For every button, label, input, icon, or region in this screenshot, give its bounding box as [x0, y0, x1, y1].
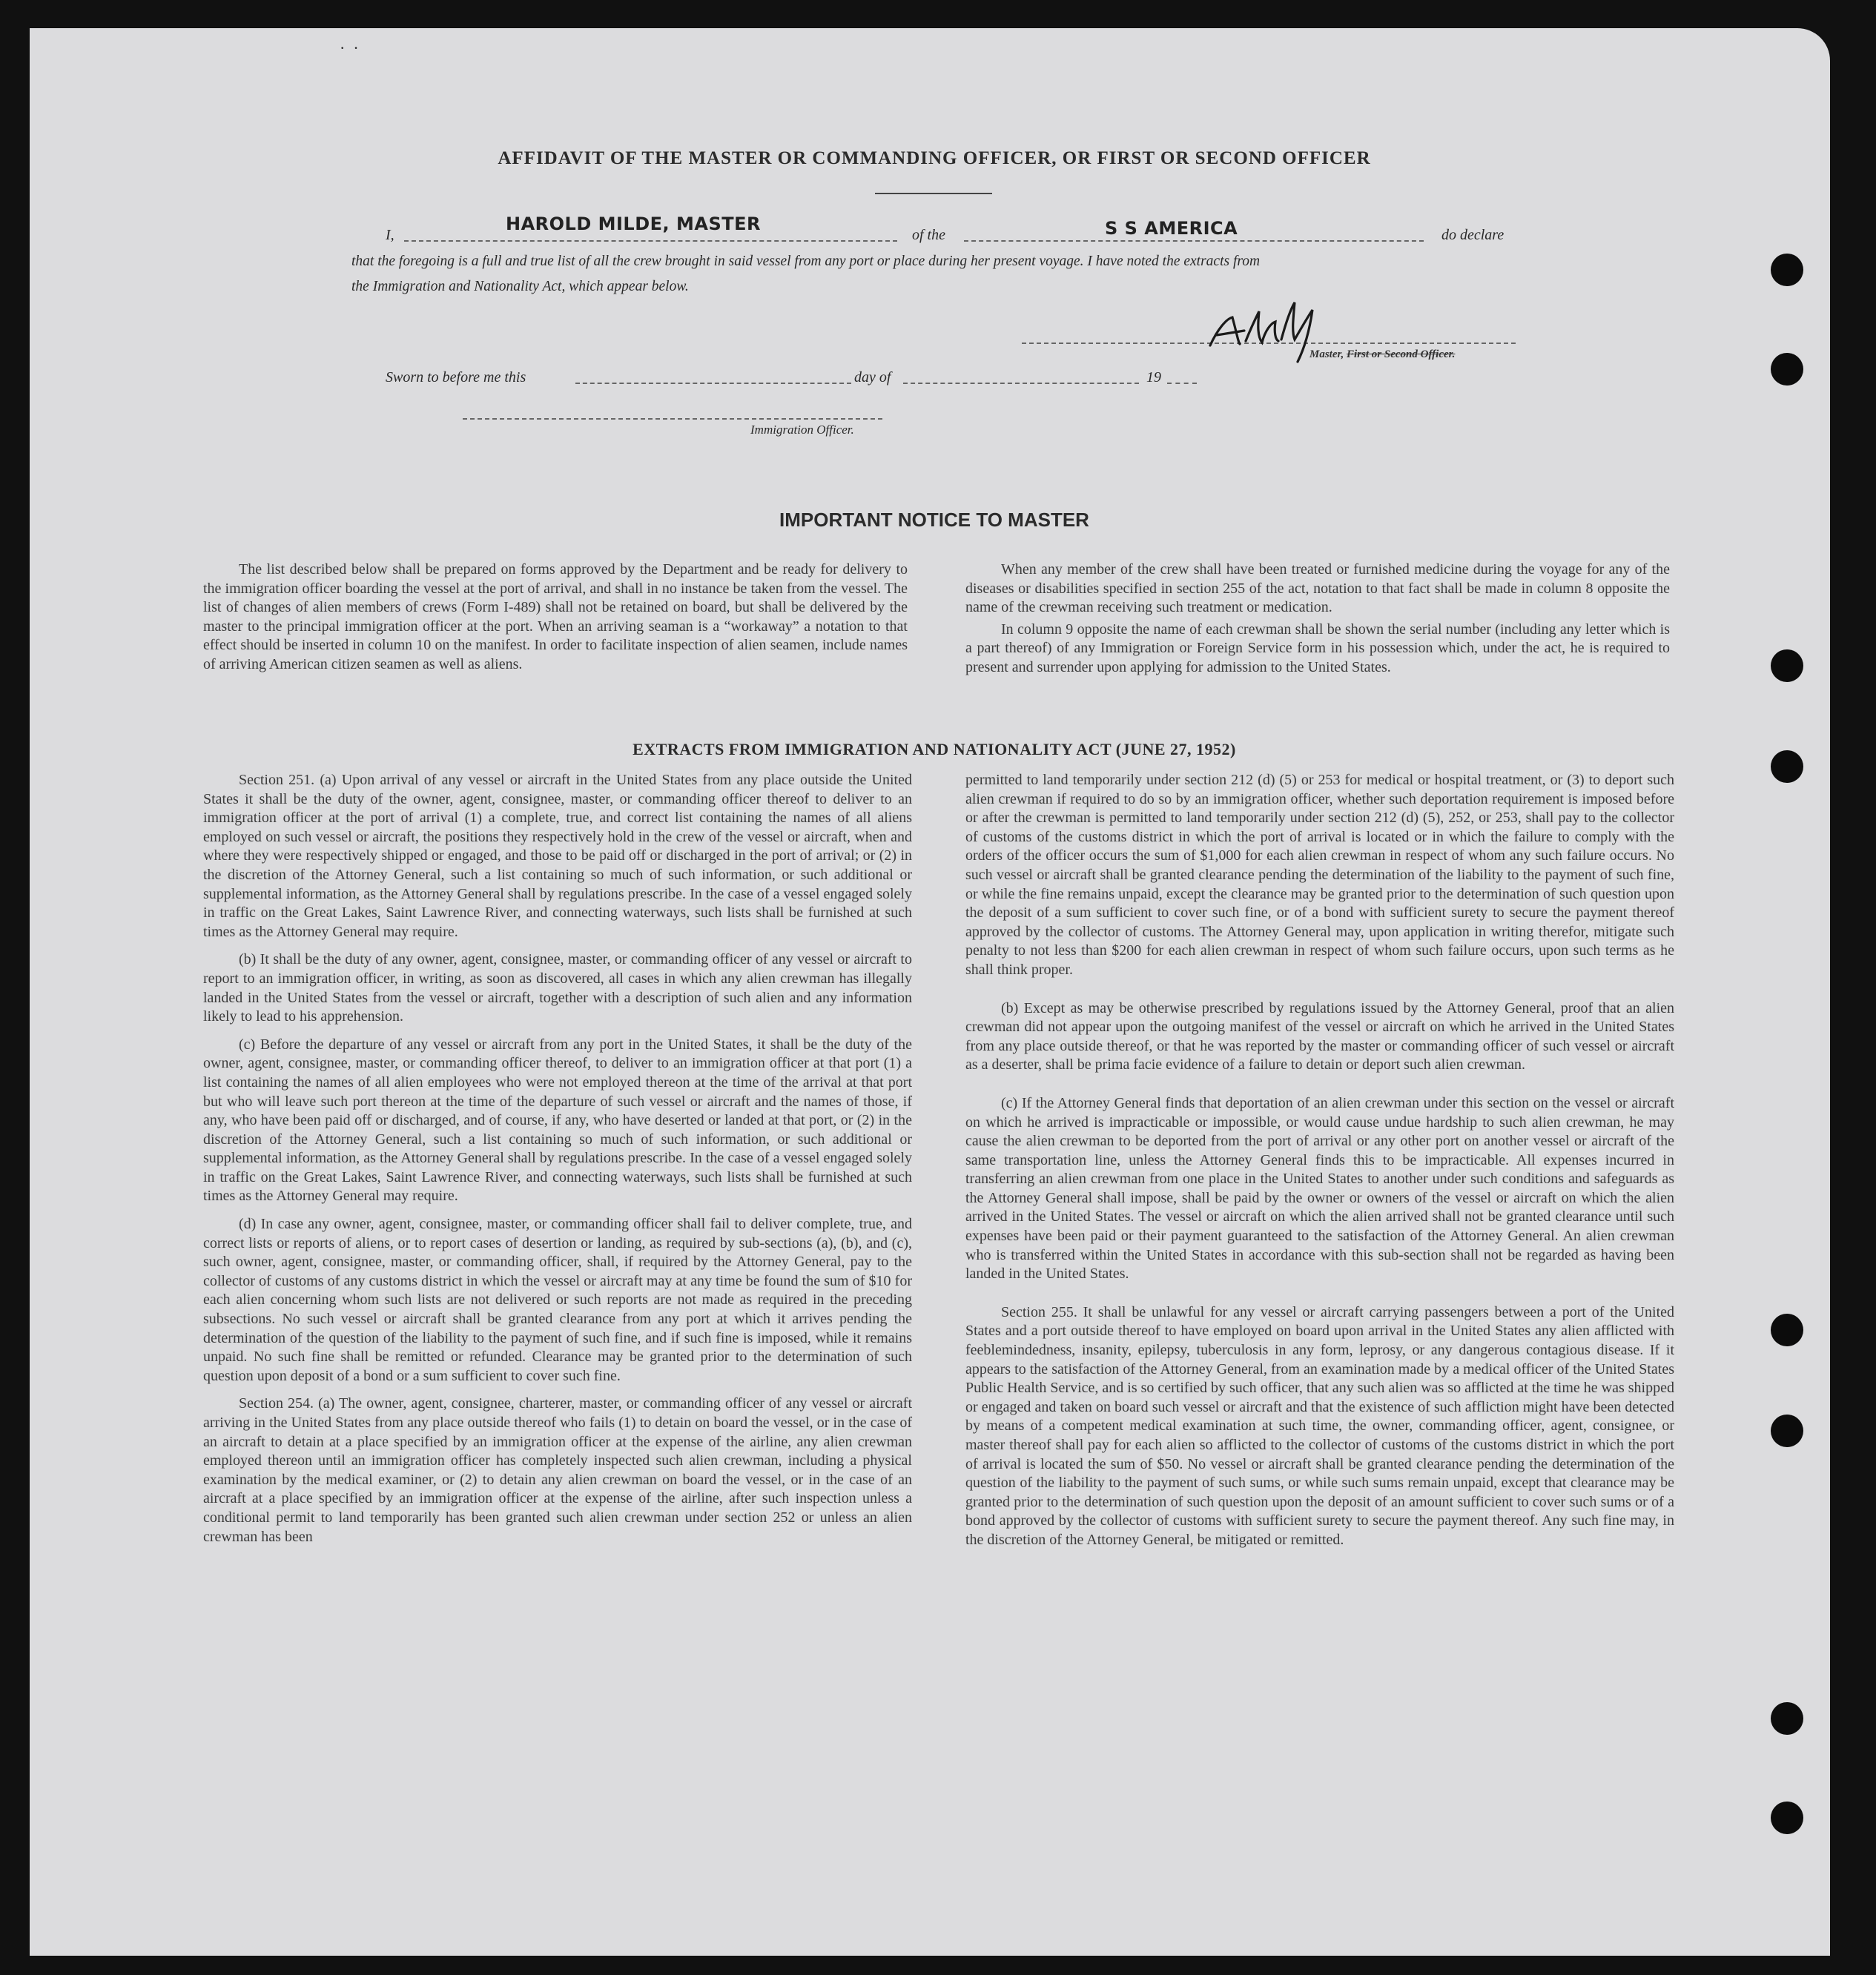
section-255: Section 255. It shall be unlawful for any vessel or aircraft carrying passengers between a port of the United States and a port outside thereof to have employed on board upon arrival in the United States any alien afflicted with feeblemindedness, insanity, epilepsy, tuberculosis in any form, leprosy, or any dangerous contagious disease. If it appears to the satisfaction of the Attorney General, from an examination made by a medical officer of the United States Public Health Service, and is so certified by such officer, that any such alien was so afflicted at the time he was shipped or engaged and taken on board such vessel or aircraft and that the existence of such affliction might have been detected by means of a competent medical examination at such time, the owner, commanding officer, agent, consignee, or master thereof shall pay for each alien so afflicted to the collector of customs of the customs district in which the port of arrival is located the sum of $50. No vessel or aircraft shall be granted clearance pending the determination of the question of the liability to the payment of such sums, or while such sums remain unpaid, except that clearance may be granted prior to the determination of such question upon the deposit of an amount sufficient to cover such sums or of a bond approved by the collector of customs with sufficient surety to secure the payment thereof. Any such fine may, in the discretion of the Attorney General, be mitigated or remitted. [965, 1303, 1674, 1548]
extracts-right-column [965, 771, 1674, 1559]
binder-hole-icon [1771, 649, 1803, 682]
statement-line-1: that the foregoing is a full and true list of all the crew brought in said vessel from any port or place during her present voyage. I have noted the extracts from [351, 254, 1261, 269]
vessel-name-value: S S AMERICA [1105, 218, 1238, 239]
sworn-year-line [1167, 383, 1197, 384]
section-254-c: (c) If the Attorney General finds that deportation of an alien crewman under this section on the vessel or aircraft on which he arrived is impracticable or impossible, or would cause undue hardship to such alien crewman, he may cause the alien crewman to be deported from the port of arrival or any other port on another vessel or aircraft of the same transportation line, unless the Attorney General finds this to be impracticable. All expenses incurred in transferring an alien crewman from one place in the United States to another under such conditions and safeguards as the Attorney General shall impose, shall be paid by the owner or owners of the vessel or aircraft on which the alien arrived in the United States. The vessel or aircraft on which the alien arrived shall not be granted clearance until such expenses have been paid or their payment guaranteed to the satisfaction of the Attorney General. An alien crewman who is transferred within the United States in accordance with this sub-section shall not be regarded as having been landed in the United States. [965, 1094, 1674, 1283]
master-officer-caption [1309, 348, 1455, 361]
binder-hole-icon [1771, 1702, 1803, 1735]
struck-officer-label: First or Second Officer. [1347, 348, 1456, 360]
extracts-left-column [203, 771, 912, 1555]
title-divider [875, 193, 992, 194]
notice-right-column [965, 560, 1670, 687]
year-label: 19 [1146, 369, 1161, 386]
notice-left-paragraph: The list described below shall be prepared on forms approved by the Department and be ready for delivery to the immigration officer boarding the vessel at the port of arrival, and shall in no instance be taken from the vessel. The list of changes of alien members of crews (Form I-489) shall not be retained on board, but shall be delivered by the master to the principal immigration officer at the port. When an arriving seaman is a “workaway” a notation to that effect should be inserted in column 10 on the manifest. In order to facilitate inspection of alien seamen, include names of arriving American citizen seamen as well as aliens. [203, 561, 908, 672]
binder-hole-icon [1771, 1415, 1803, 1447]
sworn-day-line [575, 383, 851, 384]
binder-hole-icon [1771, 750, 1803, 783]
master-label: Master, [1309, 348, 1347, 360]
section-251-c: (c) Before the departure of any vessel or aircraft from any port in the United States, it shall be the duty of the owner, agent, consignee, master, or commanding officer thereof, to deliver to an immigration officer at that port (1) a list containing the names of all alien employees who were not employed thereon at the time of the arrival at that port but who will leave such port thereon at the time of the departure of such vessel or aircraft and the names of those, if any, who have been paid off or discharged, and of course, if any, who have deserted or landed at that port, or (2) in the discretion of the Attorney General, such a list containing so much of such information, or such additional or supplemental information, as the Attorney General shall by regulations prescribe. In the case of a vessel engaged solely in traffic on the Great Lakes, Saint Lawrence River, and connecting waterways, such lists shall be furnished at such times as the Attorney General may require. [203, 1036, 912, 1205]
speck-marks: · · [340, 39, 359, 57]
master-name-value: HAROLD MILDE, MASTER [506, 214, 761, 234]
of-the-label: of the [912, 227, 945, 243]
binder-hole-icon [1771, 254, 1803, 286]
immigration-officer-label: Immigration Officer. [750, 423, 854, 437]
do-declare-label: do declare [1441, 227, 1505, 243]
sworn-label: Sworn to before me this [386, 369, 526, 386]
sworn-month-line [903, 383, 1139, 384]
notice-right-paragraph-1: When any member of the crew shall have been treated or furnished medicine during the voyage for any of the diseases or disabilities specified in section 255 of the act, notation to that fact shall be made in column 8 opposite the name of the crewman receiving such treatment or medication. [965, 561, 1670, 616]
affidavit-title: AFFIDAVIT OF THE MASTER OR COMMANDING OFFICER, OR FIRST OR SECOND OFFICER [498, 148, 1371, 168]
section-251-b: (b) It shall be the duty of any owner, agent, consignee, master, or commanding officer of any vessel or aircraft to report to an immigration officer, in writing, as soon as discovered, all cases in which any alien crewman has illegally landed in the United States from the vessel or aircraft, together with a description of such alien and any information likely to lead to his apprehension. [203, 951, 912, 1025]
notice-left-column [203, 560, 908, 684]
section-254-a-continued: permitted to land temporarily under section 212 (d) (5) or 253 for medical or hospital treatment, or (3) to deport such alien crewman if required to do so by an immigration officer, whether such deportation requirement is imposed before or after the crewman is permitted to land temporarily under section 212 (d) (5), 252, or 253, shall pay to the collector of customs of the customs district in which the port of arrival is located or in which the failure to comply with the orders of the officer occurs the sum of $1,000 for each alien crewman in respect of whom any such failure occurs. No such vessel or aircraft shall be granted clearance pending the determination of the liability to the payment of such fine, or while the fine remains unpaid, except the clearance may be granted prior to the determination of such question upon the deposit of a sum sufficient to cover such fine, or of a bond with sufficient surety to secure the payment thereof approved by the collector of customs. The Attorney General may, upon application in writing therefor, mitigate such penalty to not less than $200 for each alien crewman in respect of whom such failure occurs, upon such terms as he shall think proper. [965, 772, 1674, 978]
section-251-a: Section 251. (a) Upon arrival of any vessel or aircraft in the United States from any place outside the United States it shall be the duty of the owner, agent, consignee, master, or commanding officer thereof to deliver to an immigration officer at the port of arrival (1) a complete, true, and correct list containing the names of all aliens employed on such vessel or aircraft, the positions they respectively hold in the crew of the vessel or aircraft, when and where they were respectively shipped or engaged, and those to be paid off or discharged in the port of arrival; or (2) in the discretion of the Attorney General, such a list containing so much of such information, or such additional or supplemental information, as the Attorney General shall by regulations prescribe. In the case of a vessel engaged solely in traffic on the Great Lakes, Saint Lawrence River, and connecting waterways, such lists shall be furnished at such times as the Attorney General may require. [203, 772, 912, 940]
notice-right-paragraph-2: In column 9 opposite the name of each crewman shall be shown the serial number (including any letter which is a part thereof) of any Immigration or Foreign Service form in his possession which, under the act, he is required to present and surrender upon applying for admission to the United States. [965, 621, 1670, 675]
i-label: I, [386, 227, 394, 243]
section-251-d: (d) In case any owner, agent, consignee, master, or commanding officer shall fail to deliver complete, true, and correct lists or reports of aliens, or to report cases of desertion or landing, as required by sub-sections (a), (b), and (c), such owner, agent, consignee, master, or commanding officer, shall, if required by the Attorney General, pay to the collector of customs of any customs district in which the vessel or aircraft may at any time be found the sum of $10 for each alien concerning whom such lists are not delivered or such reports are not made as required in the preceding subsections. No such vessel or aircraft shall be granted clearance from any port at which it arrives pending the determination of the question of the liability to the payment of such fine, and if such fine is imposed, while it remains unpaid. No such fine shall be remitted or refunded. Clearance may be granted prior to the determination of such question upon deposit of a bond or a sum sufficient to cover such fine. [203, 1216, 912, 1384]
binder-hole-icon [1771, 1802, 1803, 1834]
section-254-b: (b) Except as may be otherwise prescribed by regulations issued by the Attorney General, proof that an alien crewman did not appear upon the outgoing manifest of the vessel or aircraft on which he arrived in the United States from any place outside thereof, or that he was reported by the master or commanding officer of such vessel or aircraft as a deserter, shall be prima facie evidence of a failure to detain or deport such alien crewman. [965, 999, 1674, 1073]
section-254-a: Section 254. (a) The owner, agent, consignee, charterer, master, or commanding officer of any vessel or aircraft arriving in the United States from any place outside thereof who fails (1) to detain on board the vessel, or in the case of an aircraft to detain at a place specified by an immigration officer at the expense of the airline, any alien crewman employed thereon until an immigration officer has completely inspected such alien crewman, including a physical examination by the medical examiner, or (2) to detain any alien crewman on board the vessel, or in the case of an aircraft at a place specified by an immigration officer at the expense of the airline, after such inspection unless a conditional permit to land temporarily has been granted such alien crewman under section 252 or unless an alien crewman has been [203, 1395, 912, 1545]
name-field-line [404, 240, 897, 242]
statement-line-2: the Immigration and Nationality Act, which appear below. [351, 279, 689, 294]
immigration-officer-line [463, 418, 882, 420]
notice-title: IMPORTANT NOTICE TO MASTER [779, 509, 1089, 531]
day-of-label: day of [854, 369, 891, 386]
vessel-field-line [964, 240, 1424, 242]
binder-hole-icon [1771, 353, 1803, 386]
binder-hole-icon [1771, 1314, 1803, 1346]
extracts-title: EXTRACTS FROM IMMIGRATION AND NATIONALITY ACT (JUNE 27, 1952) [633, 740, 1236, 758]
